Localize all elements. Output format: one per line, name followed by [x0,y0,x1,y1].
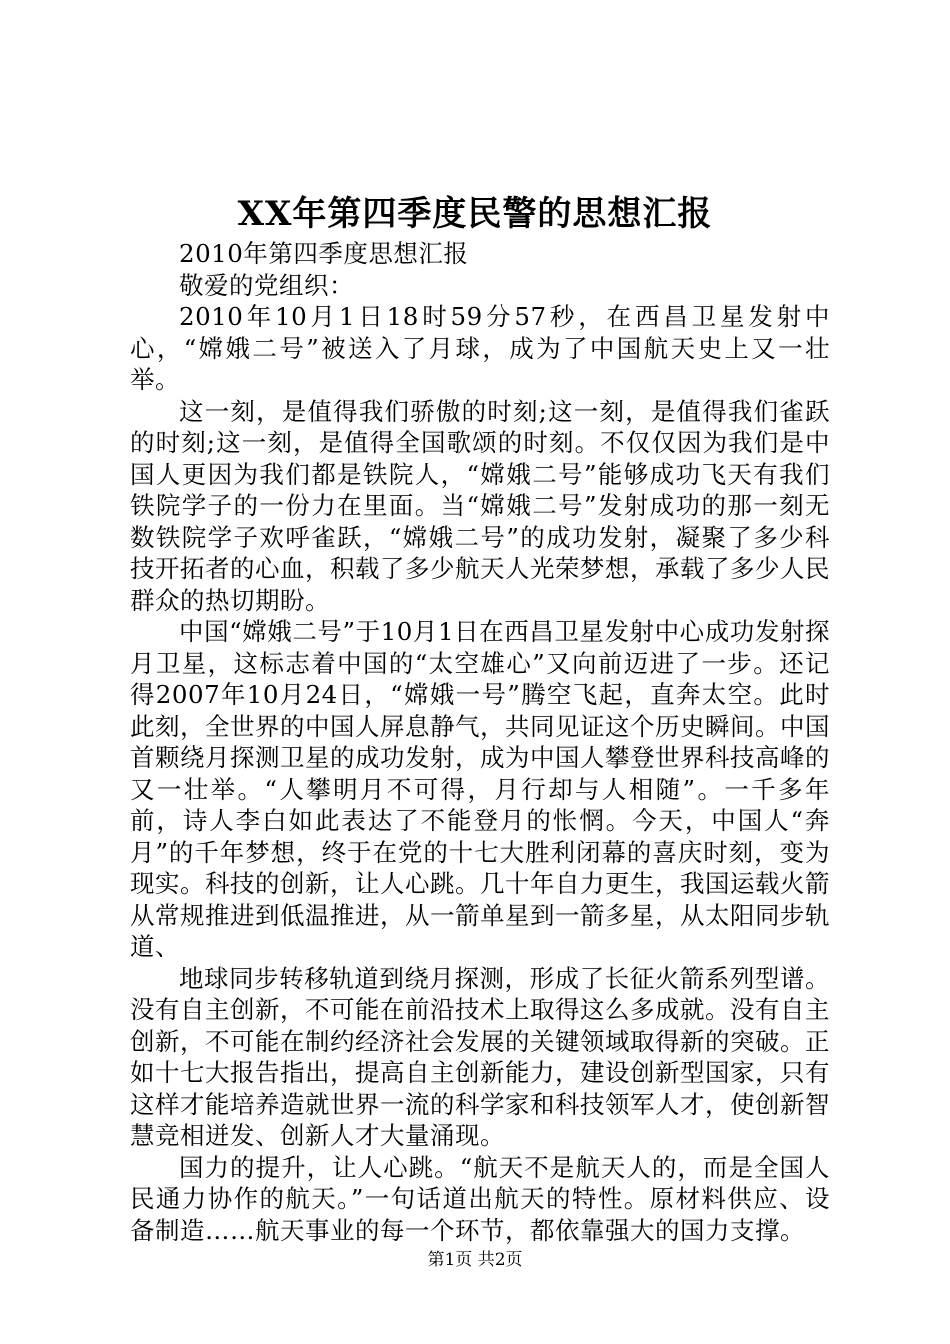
paragraph: 地球同步转移轨道到绕月探测，形成了长征火箭系列型谱。没有自主创新，不可能在前沿技术上取得这么多成就。没有自主创新，不可能在制约经济社会发展的关键领域取得新的突破。正如十七大报告指出，提高自主创新能力，建设创新型国家，只有这样才能培养造就世界一流的科学家和科技领军人才，使创新智慧竞相迸发、创新人才大量涌现。 [130,963,830,1150]
paragraph: 中国“嫦娥二号”于10月1日在西昌卫星发射中心成功发射探月卫星，这标志着中国的“太空雄心”又向前迈进了一步。还记得2007年10月24日，“嫦娥一号”腾空飞起，直奔太空。此时此刻，全世界的中国人屏息静气，共同见证这个历史瞬间。中国首颗绕月探测卫星的成功发射，成为中国人攀登世界科技高峰的又一壮举。“人攀明月不可得，月行却与人相随”。一千多年前，诗人李白如此表达了不能登月的怅惘。今天，中国人“奔月”的千年梦想，终于在党的十七大胜利闭幕的喜庆时刻，变为现实。科技的创新，让人心跳。几十年自力更生，我国运载火箭从常规推进到低温推进，从一箭单星到一箭多星，从太阳同步轨道、 [130,617,830,961]
paragraph-subtitle: 2010年第四季度思想汇报 [179,239,469,268]
page-title: XX年第四季度民警的思想汇报 [237,194,713,234]
paragraph: 国力的提升，让人心跳。“航天不是航天人的，而是全国人民通力协作的航天。”一句话道出航天的特性。原材料供应、设备制造……航天事业的每一个环节，都依靠强大的国力支撑。 [130,1152,830,1245]
document-body [130,238,830,1246]
page-footer: 第1页 共2页 [427,1250,523,1270]
paragraph: 这一刻，是值得我们骄傲的时刻;这一刻，是值得我们雀跃的时刻;这一刻，是值得全国歌颂的时刻。不仅仅因为我们是中国人更因为我们都是铁院人，“嫦娥二号”能够成功飞天有我们铁院学子的一份力在里面。当“嫦娥二号”发射成功的那一刻无数铁院学子欢呼雀跃，“嫦娥二号”的成功发射，凝聚了多少科技开拓者的心血，积载了多少航天人光荣梦想，承载了多少人民群众的热切期盼。 [130,396,830,615]
paragraph: 2010年10月1日18时59分57秒，在西昌卫星发射中心，“嫦娥二号”被送入了月球，成为了中国航天史上又一壮举。 [130,302,830,394]
paragraph-salutation: 敬爱的党组织： [179,270,354,300]
